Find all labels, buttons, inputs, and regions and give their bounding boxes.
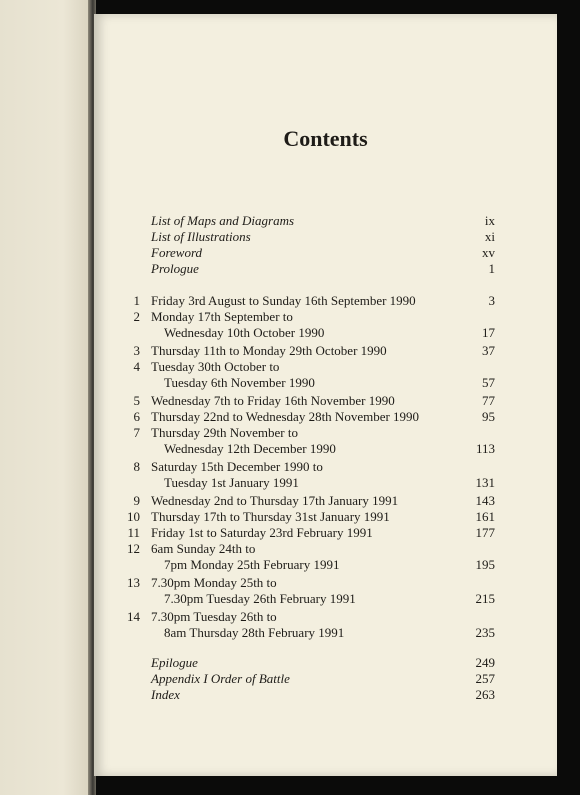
chapter-page: 161 (475, 509, 495, 524)
entry-page: 257 (475, 671, 495, 686)
chapter-title-line: 6am Sunday 24th to (151, 541, 256, 556)
chapter-title-line: Thursday 17th to Thursday 31st January 1991 (151, 509, 390, 524)
entry-label: Prologue (151, 261, 199, 276)
entry-page: ix (484, 213, 495, 228)
chapter-number: 3 (133, 343, 140, 358)
entry-label: Foreword (151, 245, 203, 260)
chapter-title-line: 7.30pm Tuesday 26th to (151, 609, 277, 624)
chapter-page: 235 (475, 625, 495, 640)
chapter-title-line: Wednesday 7th to Friday 16th November 1990 (151, 393, 395, 408)
entry-page: 249 (475, 655, 495, 670)
chapter-number: 5 (133, 393, 140, 408)
chapter-number: 8 (133, 459, 140, 474)
entry-page: xi (484, 229, 495, 244)
entry-page: 1 (488, 261, 495, 276)
chapter-page: 95 (482, 409, 495, 424)
chapter-page: 37 (482, 343, 495, 358)
chapter-title-line: Wednesday 2nd to Thursday 17th January 1991 (151, 493, 399, 508)
chapter-number: 13 (127, 575, 140, 590)
chapter-title-line: Thursday 22nd to Wednesday 28th November 1990 (151, 409, 420, 424)
table-of-contents (94, 14, 557, 776)
chapter-number: 10 (127, 509, 140, 524)
chapter-number: 6 (133, 409, 140, 424)
chapter-page: 57 (482, 375, 495, 390)
entry-label: List of Maps and Diagrams (151, 213, 295, 228)
entry-page: 263 (475, 687, 495, 702)
page-title: Contents (283, 126, 368, 151)
chapter-title-line: Saturday 15th December 1990 to (151, 459, 323, 474)
chapter-title-line: Thursday 11th to Monday 29th October 1990 (151, 343, 387, 358)
chapter-page: 177 (475, 525, 495, 540)
chapter-title-line: Tuesday 6th November 1990 (164, 375, 315, 390)
chapter-number: 7 (133, 425, 140, 440)
chapter-page: 77 (482, 393, 495, 408)
chapter-title-line: 7pm Monday 25th February 1991 (164, 557, 340, 572)
entry-label: Appendix I Order of Battle (151, 671, 290, 686)
entry-label: Epilogue (151, 655, 198, 670)
chapter-title-line: Friday 1st to Saturday 23rd February 1991 (151, 525, 373, 540)
chapter-title-line: Wednesday 10th October 1990 (164, 325, 325, 340)
chapter-title-line: Tuesday 30th October to (151, 359, 280, 374)
chapter-title-line: Thursday 29th November to (151, 425, 298, 440)
chapter-title-line: Monday 17th September to (151, 309, 293, 324)
chapter-number: 11 (127, 525, 140, 540)
chapter-number: 4 (133, 359, 140, 374)
chapter-title-line: Wednesday 12th December 1990 (164, 441, 336, 456)
entry-label: List of Illustrations (151, 229, 251, 244)
chapter-page: 17 (482, 325, 495, 340)
contents-page (94, 14, 557, 776)
chapter-number: 14 (127, 609, 140, 624)
chapter-title-line: Tuesday 1st January 1991 (164, 475, 299, 490)
chapter-page: 113 (475, 441, 495, 456)
chapter-page: 131 (475, 475, 495, 490)
chapter-number: 1 (133, 293, 140, 308)
chapter-title-line: Friday 3rd August to Sunday 16th September 1990 (151, 293, 416, 308)
chapter-page: 3 (488, 293, 495, 308)
chapter-title-line: 7.30pm Monday 25th to (151, 575, 277, 590)
chapter-title-line: 7.30pm Tuesday 26th February 1991 (164, 591, 356, 606)
chapter-number: 9 (133, 493, 140, 508)
entry-page: xv (482, 245, 495, 260)
facing-page (0, 0, 90, 795)
chapter-number: 12 (127, 541, 140, 556)
chapter-page: 195 (475, 557, 495, 572)
chapter-number: 2 (133, 309, 140, 324)
chapter-page: 143 (475, 493, 495, 508)
entry-label: Index (151, 687, 180, 702)
chapter-title-line: 8am Thursday 28th February 1991 (164, 625, 345, 640)
chapter-page: 215 (475, 591, 495, 606)
